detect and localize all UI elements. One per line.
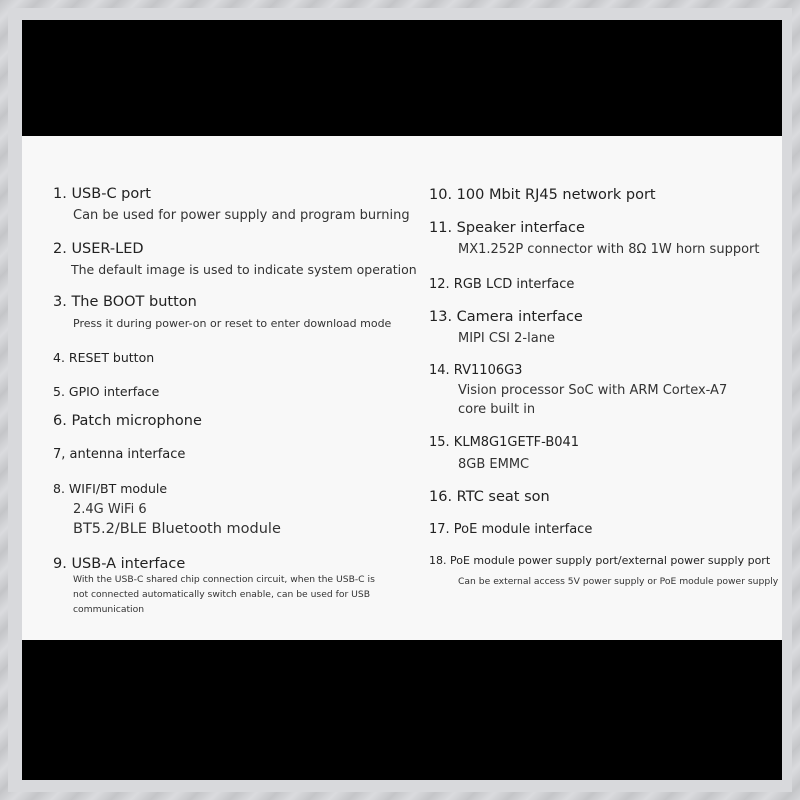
item-10-title: 10. 100 Mbit RJ45 network port <box>429 187 656 203</box>
item-18-desc: Can be external access 5V power supply or PoE module power supply <box>458 576 779 587</box>
item-2-title: 2. USER-LED <box>53 241 144 257</box>
item-18-title: 18. PoE module power supply port/external power supply port <box>429 554 771 567</box>
item-11-title: 11. Speaker interface <box>429 220 585 236</box>
item-17-title: 17. PoE module interface <box>429 522 593 537</box>
item-1-desc: Can be used for power supply and program burning <box>73 208 410 223</box>
bottom-black-band <box>22 640 782 780</box>
item-9-title: 9. USB-A interface <box>53 556 186 572</box>
item-8-desc-2: BT5.2/BLE Bluetooth module <box>73 521 281 537</box>
item-15-desc: 8GB EMMC <box>458 457 530 472</box>
item-9-desc-2: not connected automatically switch enable, can be used for USB <box>73 589 371 600</box>
item-3-title: 3. The BOOT button <box>53 294 197 310</box>
item-14-desc-1: Vision processor SoC with ARM Cortex-A7 <box>458 383 728 398</box>
item-3-desc: Press it during power-on or reset to enter download mode <box>73 317 392 330</box>
item-14-title: 14. RV1106G3 <box>429 363 523 378</box>
item-13-title: 13. Camera interface <box>429 309 583 325</box>
item-4-title: 4. RESET button <box>53 350 155 365</box>
item-8-desc-1: 2.4G WiFi 6 <box>73 502 147 517</box>
interface-list-panel <box>22 136 782 640</box>
item-6-title: 6. Patch microphone <box>53 413 202 429</box>
item-11-desc: MX1.252P connector with 8Ω 1W horn support <box>458 242 760 257</box>
item-9-desc-3: communication <box>73 604 145 615</box>
item-7-title: 7, antenna interface <box>53 447 186 462</box>
top-black-band <box>22 20 782 136</box>
item-8-title: 8. WIFI/BT module <box>53 481 168 496</box>
item-13-desc: MIPI CSI 2-lane <box>458 331 555 346</box>
item-16-title: 16. RTC seat son <box>429 489 550 505</box>
item-14-desc-2: core built in <box>458 402 536 417</box>
item-5-title: 5. GPIO interface <box>53 384 160 399</box>
item-9-desc-1: With the USB-C shared chip connection circuit, when the USB-C is <box>73 574 375 585</box>
item-2-desc: The default image is used to indicate system operation <box>71 262 417 277</box>
item-12-title: 12. RGB LCD interface <box>429 277 575 292</box>
item-1-title: 1. USB-C port <box>53 186 151 202</box>
item-15-title: 15. KLM8G1GETF-B041 <box>429 435 580 450</box>
